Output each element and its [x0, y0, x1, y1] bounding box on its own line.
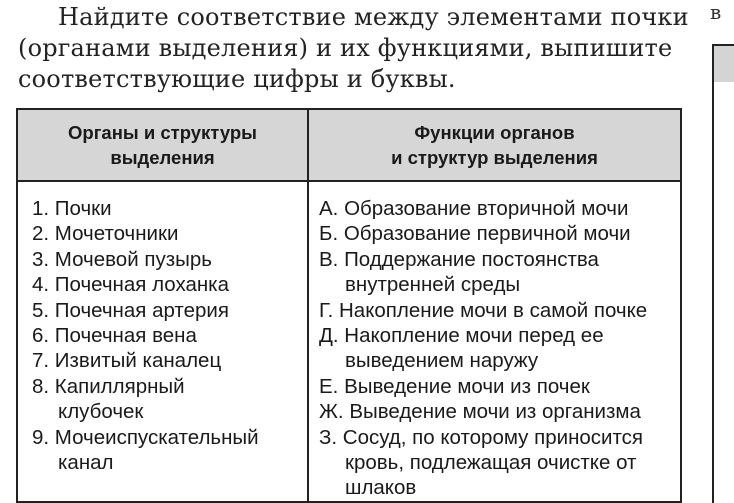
adjacent-table-border — [712, 80, 714, 503]
organ-item — [32, 298, 301, 323]
organ-label: 1. Почки — [32, 197, 112, 220]
organ-item — [32, 374, 301, 425]
organ-label: 5. Почечная артерия — [32, 298, 229, 322]
matching-table — [16, 108, 682, 503]
function-item — [319, 323, 674, 374]
function-label-continued: кровь, подлежащая очистке от — [345, 451, 637, 475]
organ-label: 2. Мочеточники — [32, 222, 179, 246]
organ-label: 9. Мочеиспускательный — [32, 425, 259, 449]
task-line-1: Найдите соответствие между элементами почки — [58, 3, 689, 31]
function-item — [319, 221, 674, 246]
functions-column — [308, 181, 681, 502]
adjacent-page-edge — [706, 0, 720, 503]
function-item — [319, 196, 674, 221]
task-line-3: соответствующие цифры и буквы. — [18, 65, 456, 93]
organ-label: 6. Почечная вена — [32, 324, 197, 348]
organ-item — [32, 323, 301, 348]
edge-char: в — [710, 0, 722, 24]
function-label: В. Поддержание постоянства — [319, 247, 599, 271]
task-text — [18, 2, 690, 95]
organs-column — [17, 181, 308, 502]
organ-label: 8. Капиллярный — [32, 374, 185, 398]
organ-label-continued: канал — [58, 451, 114, 475]
header-organs — [17, 109, 308, 181]
organ-label: 7. Извитый каналец — [32, 349, 222, 373]
adjacent-table-header — [712, 44, 734, 82]
function-label: А. Образование вторичной мочи — [319, 197, 629, 220]
organ-item — [32, 221, 301, 246]
function-label: З. Сосуд, по которому приносится — [319, 425, 644, 449]
function-label-continued: внутренней среды — [345, 273, 521, 297]
organ-label: 4. Почечная лоханка — [32, 273, 230, 297]
header-functions-line1: Функции органов — [414, 122, 575, 143]
function-label: Б. Образование первичной мочи — [319, 222, 631, 246]
task-line-2: (органами выделения) и их функциями, выпишите — [18, 34, 673, 62]
organ-item — [32, 247, 301, 272]
function-label: Е. Выведение мочи из почек — [319, 374, 590, 398]
function-item — [319, 247, 674, 298]
header-organs-line1: Органы и структуры — [68, 122, 257, 143]
organ-item — [32, 425, 301, 476]
function-item — [319, 425, 674, 501]
header-functions — [308, 109, 681, 181]
organ-label: 3. Мочевой пузырь — [32, 247, 212, 271]
function-label-continued: выведением наружу — [345, 349, 539, 373]
function-item — [319, 374, 674, 399]
organ-item — [32, 196, 301, 221]
organ-label-continued: клубочек — [58, 400, 144, 424]
header-functions-line2: и структур выделения — [391, 147, 598, 168]
function-label: Ж. Выведение мочи из организма — [319, 400, 641, 424]
organ-item — [32, 272, 301, 297]
header-organs-line2: выделения — [110, 147, 215, 168]
function-label-continued: шлаков — [345, 476, 417, 500]
function-item — [319, 298, 674, 323]
function-label: Г. Накопление мочи в самой почке — [319, 298, 648, 322]
function-item — [319, 399, 674, 424]
organ-item — [32, 348, 301, 373]
function-label: Д. Накопление мочи перед ее — [319, 324, 604, 348]
